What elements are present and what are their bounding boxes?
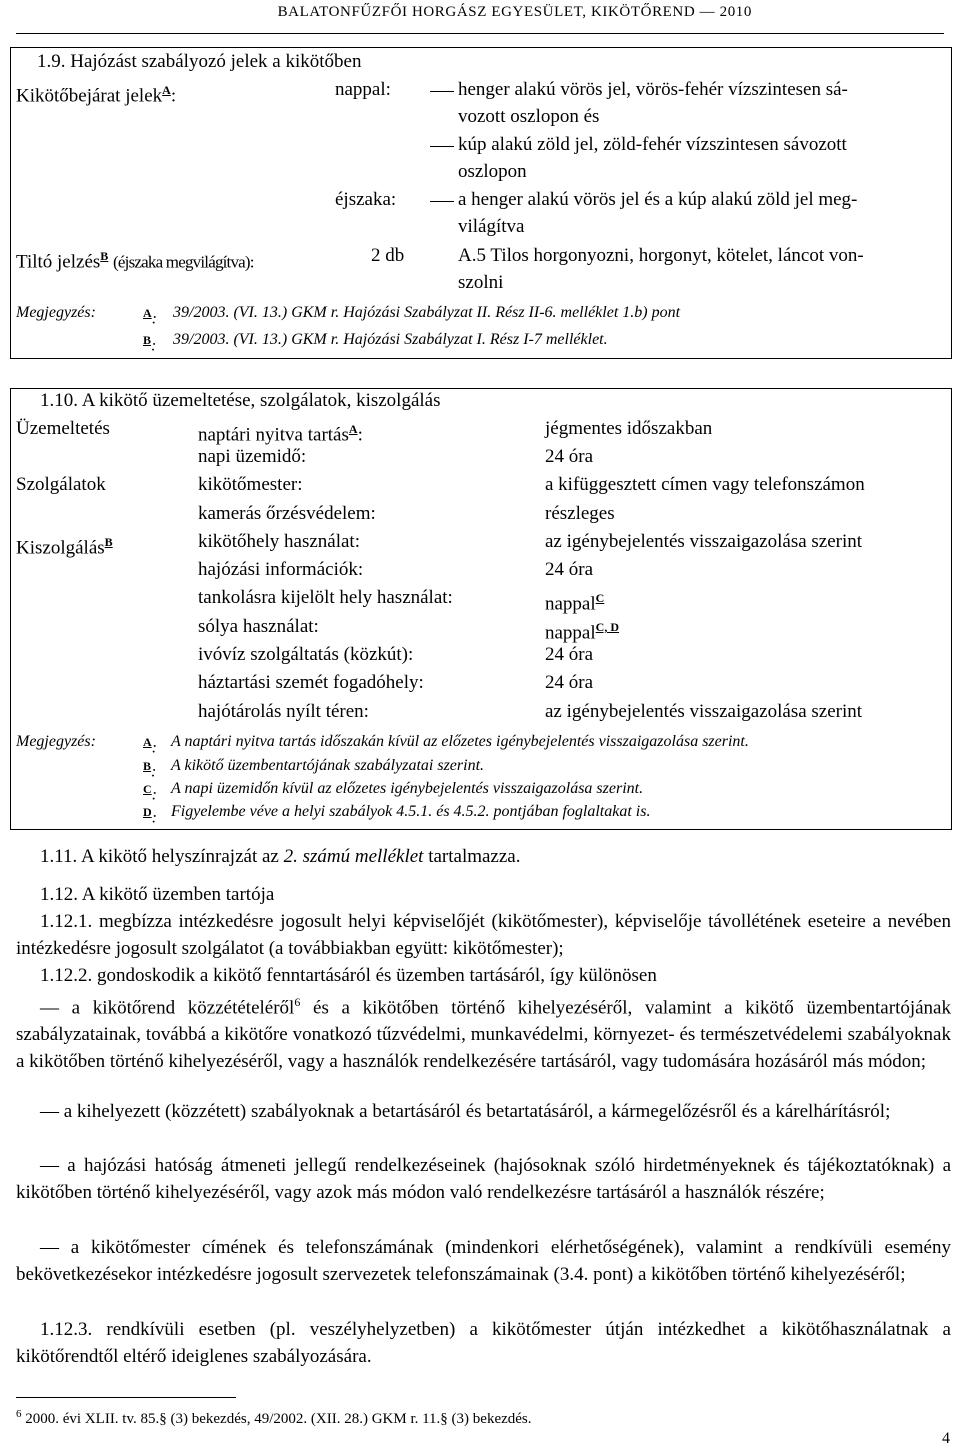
prohibition-count: 2 db <box>371 245 405 266</box>
footnote-rule <box>16 1397 236 1398</box>
prohibition-label: Tiltó jelzés$^B$ (éjszaka megvilágítva): <box>16 249 254 273</box>
row-value: 24 óra <box>545 559 594 580</box>
entrance-label: Kikötőbejárat jelek$^A$: <box>16 83 177 107</box>
bullet-1: ― a kikötőrend közzétételéről$^6$ és a kikötőben történő kihelyezéséről, valamint a kikötő üzembentartójának szabályzatainak, továbbá a kikötőre vonatkozó tűzvédelmi, munkavédelmi, környezet- és természetvédelemi szabályoknak a kikötőben történő kihelyezéséről, vagy a használók rendelkezésére tartásáról, vagy tudomására hozásáról más módon; <box>16 995 951 1073</box>
row-item: hajózási információk: <box>198 559 364 580</box>
section-1-12-title: 1.12. A kikötő üzemben tartója <box>40 884 275 905</box>
row-item: kikötőmester: <box>198 474 303 495</box>
row-value: 24 óra <box>545 644 594 665</box>
dash-icon <box>430 201 454 202</box>
row-value: 24 óra <box>545 446 594 467</box>
row-item: sólya használat: <box>198 616 319 637</box>
bullet-2: ― a kihelyezett (közzétett) szabályoknak a betartásáról és betartatásáról, a kármegelőzésről és a kárelhárításról; <box>40 1101 891 1122</box>
row-item: hajótárolás nyílt téren: <box>198 701 369 722</box>
prohibition-text-line1: A.5 Tilos horgonyozni, horgonyt, kötelet, láncot von- <box>458 245 864 266</box>
note-key-b: $^B$: <box>143 333 157 355</box>
group-operation: Üzemeltetés <box>16 418 110 439</box>
section-1-10-title: 1.10. A kikötő üzemeltetése, szolgálatok, kiszolgálás <box>40 390 441 411</box>
row-value: 24 óra <box>545 672 594 693</box>
page-number: 4 <box>942 1430 950 1447</box>
group-serving: Kiszolgálás$^B$ <box>16 535 113 559</box>
row-value: az igénybejelentés visszaigazolása szerint <box>545 531 863 552</box>
note-text-b: 39/2003. (VI. 13.) GKM r. Hajózási Szabályzat I. Rész I-7 melléklet. <box>173 331 608 348</box>
paragraph-1-12-3: 1.12.3. rendkívüli esetben (pl. veszélyhelyzetben) a kikötőmester útján intézkedhet a kikötőhasználatnak a kikötőrendtől eltérő ideiglenes szabályozására. <box>16 1319 951 1367</box>
row-value: nappal$^{C, D}$ <box>545 620 619 644</box>
note-text-a: A naptári nyitva tartás időszakán kívül az előzetes igénybejelentés visszaigazolása szerint. <box>171 733 749 750</box>
row-value: jégmentes időszakban <box>545 418 713 439</box>
section-1-9-title: 1.9. Hajózást szabályozó jelek a kikötőben <box>37 51 362 72</box>
prohibition-text-line2: szolni <box>458 272 504 293</box>
note-key-c: $^C$: <box>143 782 157 804</box>
night-item-line2: világítva <box>458 216 525 237</box>
group-services: Szolgálatok <box>16 474 106 495</box>
note-key-a: $^A$: <box>143 306 157 328</box>
bullet-3: ― a hajózási hatóság átmeneti jellegű rendelkezéseinek (hajósoknak szóló hirdetményeknek és tájékoztatóknak) a kikötőben történő kihelyezéséről, vagy azok más módon való rendelkezésre tartásáról a használók részére; <box>16 1155 951 1203</box>
day-label: nappal: <box>335 79 391 100</box>
day-item-2-line1: kúp alakú zöld jel, zöld-fehér vízszintesen sávozott <box>458 134 847 155</box>
dash-icon <box>430 91 454 92</box>
row-value: nappal$^C$ <box>545 591 605 615</box>
note-text-a: 39/2003. (VI. 13.) GKM r. Hajózási Szabályzat II. Rész II-6. melléklet 1.b) pont <box>173 304 681 321</box>
section-1-11: 1.11. A kikötő helyszínrajzát az 2. számú melléklet tartalmazza. <box>40 846 521 867</box>
note-label: Megjegyzés: <box>16 304 96 321</box>
header-rule <box>16 33 944 34</box>
row-item: ivóvíz szolgáltatás (közkút): <box>198 644 414 665</box>
row-item: tankolásra kijelölt hely használat: <box>198 587 453 608</box>
day-item-1-line1: henger alakú vörös jel, vörös-fehér vízszintesen sá- <box>458 79 848 100</box>
bullet-4: ― a kikötőmester címének és telefonszámának (mindenkori elérhetőségének), valamint a rendkívüli esemény bekövetkezésekor intézkedésre jogosult szervezetek telefonszámainak (3.4. pont) a kikötőben történő kihelyezéséről; <box>16 1237 951 1285</box>
dash-icon <box>430 146 454 147</box>
footnote: $^6$ 2000. évi XLII. tv. 85.§ (3) bekezdés, 49/2002. (XII. 28.) GKM r. 11.§ (3) bekezdés. <box>16 1408 532 1427</box>
running-header: BALATONFŰZFŐI HORGÁSZ EGYESÜLET, KIKÖTŐREND — 2010 <box>277 4 752 20</box>
note-text-d: Figyelembe véve a helyi szabályok 4.5.1. és 4.5.2. pontjában foglaltakat is. <box>171 803 651 820</box>
night-item-line1: a henger alakú vörös jel és a kúp alakú zöld jel meg- <box>458 189 858 210</box>
note-key-a: $^A$: <box>143 735 157 757</box>
note-text-b: A kikötő üzembentartójának szabályzatai szerint. <box>171 757 485 774</box>
row-value: az igénybejelentés visszaigazolása szerint <box>545 701 863 722</box>
note-text-c: A napi üzemidőn kívül az előzetes igénybejelentés visszaigazolása szerint. <box>171 780 644 797</box>
day-item-2-line2: oszlopon <box>458 161 527 182</box>
row-item: háztartási szemét fogadóhely: <box>198 672 424 693</box>
note-key-b: $^B$: <box>143 759 157 781</box>
row-item: naptári nyitva tartás$^A$: <box>198 422 363 446</box>
row-item: kamerás őrzésvédelem: <box>198 503 376 524</box>
note-label: Megjegyzés: <box>16 733 96 750</box>
row-item: napi üzemidő: <box>198 446 307 467</box>
row-value: a kifüggesztett címen vagy telefonszámon <box>545 474 865 495</box>
row-value: részleges <box>545 503 615 524</box>
paragraph-1-12-1: 1.12.1. megbízza intézkedésre jogosult helyi képviselőjét (kikötőmester), képviselője távollétének eseteire a nevében intézkedésre jogosult szolgálatot (a továbbiakban együtt: kikötőmester); <box>16 911 951 959</box>
row-item: kikötőhely használat: <box>198 531 360 552</box>
night-label: éjszaka: <box>335 189 397 210</box>
day-item-1-line2: vozott oszlopon és <box>458 106 600 127</box>
note-key-d: $^D$: <box>143 805 157 827</box>
paragraph-1-12-2: 1.12.2. gondoskodik a kikötő fenntartásáról és üzemben tartásáról, így különösen <box>40 965 657 986</box>
